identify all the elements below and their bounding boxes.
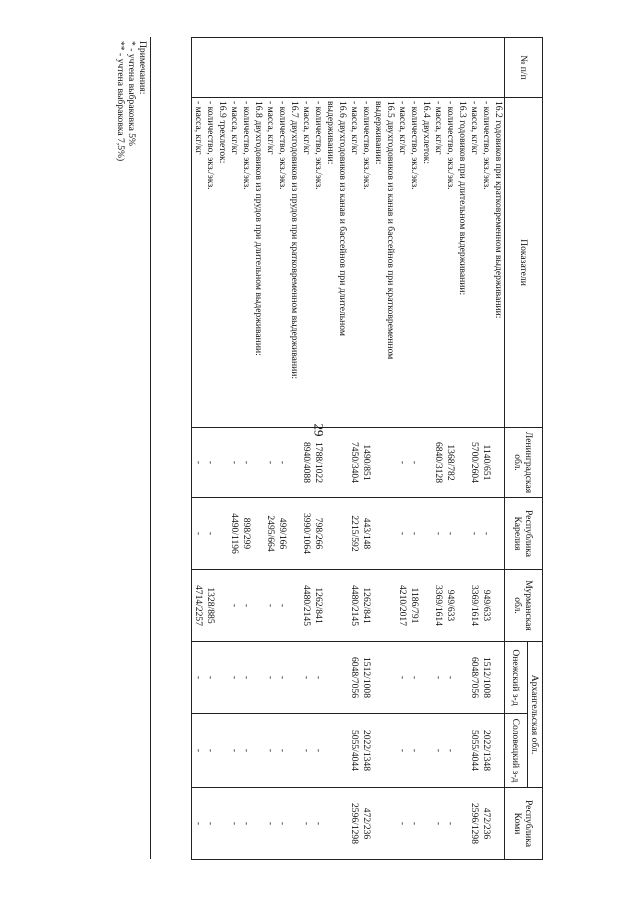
- value-cell: [492, 714, 505, 788]
- row-number-cell: [276, 38, 288, 98]
- table-row: [288, 38, 300, 860]
- value-cell: 2596/1298: [468, 788, 480, 860]
- value-cell: -: [264, 570, 276, 642]
- table-row: [432, 38, 444, 860]
- value-cell: -: [432, 714, 444, 788]
- value-cell: -: [432, 498, 444, 570]
- row-number-cell: [192, 38, 205, 98]
- table-row: [468, 38, 480, 860]
- col-header-solovki: Соловецкий з-д: [505, 714, 528, 788]
- row-label: - количество, экз./экз.: [312, 98, 324, 428]
- row-number-cell: [360, 38, 372, 98]
- value-cell: -: [204, 642, 216, 714]
- value-cell: 1262/841: [360, 570, 372, 642]
- value-cell: 3369/1614: [432, 570, 444, 642]
- value-cell: 4210/2017: [396, 570, 408, 642]
- row-number-cell: [264, 38, 276, 98]
- value-cell: 6840/3128: [432, 428, 444, 498]
- row-number-cell: [216, 38, 228, 98]
- row-label: 16.6 двухгодовиков из канав и бассейнов при длительном: [336, 98, 348, 428]
- value-cell: 2022/1348: [480, 714, 492, 788]
- table-row: [348, 38, 360, 860]
- value-cell: -: [228, 788, 240, 860]
- value-cell: 3369/1614: [468, 570, 480, 642]
- value-cell: -: [240, 714, 252, 788]
- table-body: [192, 38, 505, 860]
- value-cell: 1512/1008: [360, 642, 372, 714]
- value-cell: -: [204, 788, 216, 860]
- value-cell: [252, 714, 264, 788]
- value-cell: -: [312, 788, 324, 860]
- value-cell: -: [432, 642, 444, 714]
- row-number-cell: [384, 38, 396, 98]
- row-label: выдерживании:: [324, 98, 336, 428]
- row-number-cell: [324, 38, 336, 98]
- table-row: [216, 38, 228, 860]
- value-cell: -: [264, 428, 276, 498]
- value-cell: 1368/782: [444, 428, 456, 498]
- value-cell: [336, 428, 348, 498]
- value-cell: -: [396, 498, 408, 570]
- value-cell: [420, 642, 432, 714]
- table-row: [264, 38, 276, 860]
- value-cell: [288, 714, 300, 788]
- footer-divider: [150, 37, 151, 859]
- value-cell: -: [444, 788, 456, 860]
- value-cell: 8940/4088: [300, 428, 312, 498]
- value-cell: 4480/2145: [300, 570, 312, 642]
- value-cell: [456, 714, 468, 788]
- value-cell: -: [192, 642, 205, 714]
- row-label: - масса, кг/кг: [468, 98, 480, 428]
- col-header-num: № п/п: [505, 38, 543, 98]
- value-cell: -: [240, 642, 252, 714]
- row-label: - масса, кг/кг: [228, 98, 240, 428]
- value-cell: [324, 642, 336, 714]
- value-cell: -: [312, 642, 324, 714]
- value-cell: -: [204, 498, 216, 570]
- row-label: - количество, экз./экз.: [240, 98, 252, 428]
- value-cell: -: [444, 714, 456, 788]
- value-cell: 2596/1298: [348, 788, 360, 860]
- value-cell: [372, 498, 384, 570]
- value-cell: [336, 570, 348, 642]
- value-cell: [372, 714, 384, 788]
- value-cell: [324, 714, 336, 788]
- value-cell: -: [228, 714, 240, 788]
- col-header-leningrad: Ленинградская обл.: [505, 428, 543, 498]
- value-cell: [492, 642, 505, 714]
- value-cell: -: [276, 642, 288, 714]
- value-cell: [288, 428, 300, 498]
- table-row: [240, 38, 252, 860]
- row-number-cell: [444, 38, 456, 98]
- value-cell: -: [192, 428, 205, 498]
- value-cell: [216, 714, 228, 788]
- value-cell: -: [300, 642, 312, 714]
- value-cell: -: [468, 498, 480, 570]
- value-cell: 499/166: [276, 498, 288, 570]
- value-cell: 1186/791: [408, 570, 420, 642]
- value-cell: 798/266: [312, 498, 324, 570]
- value-cell: [252, 498, 264, 570]
- col-header-komi: Республика Коми: [505, 788, 543, 860]
- value-cell: -: [444, 642, 456, 714]
- row-label: 16.5 двухгодовиков из канав и бассейнов при кратковременном: [384, 98, 396, 428]
- value-cell: -: [408, 788, 420, 860]
- value-cell: -: [276, 570, 288, 642]
- table-row: [372, 38, 384, 860]
- value-cell: 1788/1022: [312, 428, 324, 498]
- value-cell: [252, 642, 264, 714]
- row-number-cell: [348, 38, 360, 98]
- row-number-cell: [432, 38, 444, 98]
- value-cell: -: [240, 570, 252, 642]
- value-cell: -: [240, 788, 252, 860]
- value-cell: 7450/3404: [348, 428, 360, 498]
- value-cell: -: [204, 428, 216, 498]
- notes-block: [115, 41, 148, 161]
- row-number-cell: [288, 38, 300, 98]
- value-cell: -: [432, 788, 444, 860]
- value-cell: -: [264, 788, 276, 860]
- value-cell: -: [408, 642, 420, 714]
- row-number-cell: [480, 38, 492, 98]
- value-cell: 949/633: [444, 570, 456, 642]
- value-cell: [384, 788, 396, 860]
- value-cell: [288, 570, 300, 642]
- value-cell: [372, 788, 384, 860]
- value-cell: 4714/2257: [192, 570, 205, 642]
- table-row: [228, 38, 240, 860]
- value-cell: 2215/592: [348, 498, 360, 570]
- value-cell: 1490/851: [360, 428, 372, 498]
- table-row: [360, 38, 372, 860]
- value-cell: [456, 642, 468, 714]
- value-cell: -: [228, 642, 240, 714]
- row-number-cell: [396, 38, 408, 98]
- value-cell: -: [228, 570, 240, 642]
- value-cell: [492, 570, 505, 642]
- value-cell: 3990/1064: [300, 498, 312, 570]
- value-cell: [252, 428, 264, 498]
- table-row: [252, 38, 264, 860]
- col-header-karelia: Республика Карелия: [505, 498, 543, 570]
- value-cell: -: [300, 788, 312, 860]
- table-row: [396, 38, 408, 860]
- col-header-arkhangelsk: Архангельская обл.: [528, 642, 543, 788]
- value-cell: [336, 642, 348, 714]
- row-label: - масса, кг/кг: [300, 98, 312, 428]
- value-cell: -: [192, 714, 205, 788]
- table-row: [192, 38, 205, 860]
- value-cell: 898/299: [240, 498, 252, 570]
- note-item-1: * - учтена выбраковка 5%: [126, 41, 137, 147]
- value-cell: -: [240, 428, 252, 498]
- value-cell: 5055/4044: [468, 714, 480, 788]
- value-cell: -: [480, 498, 492, 570]
- row-label: - количество, экз./экз.: [276, 98, 288, 428]
- value-cell: [216, 428, 228, 498]
- row-number-cell: [204, 38, 216, 98]
- value-cell: [216, 498, 228, 570]
- row-label: 16.3 годовиков при длительном выдерживании:: [456, 98, 468, 428]
- value-cell: -: [408, 428, 420, 498]
- value-cell: [372, 642, 384, 714]
- row-number-cell: [240, 38, 252, 98]
- note-item-2: ** - учтена выбраковка 7,5%): [115, 41, 126, 162]
- table-row: [336, 38, 348, 860]
- value-cell: [420, 428, 432, 498]
- value-cell: [288, 642, 300, 714]
- value-cell: [288, 498, 300, 570]
- value-cell: 5700/2604: [468, 428, 480, 498]
- value-cell: 472/236: [360, 788, 372, 860]
- table-row: [444, 38, 456, 860]
- value-cell: [252, 788, 264, 860]
- value-cell: [372, 428, 384, 498]
- value-cell: -: [408, 498, 420, 570]
- row-label: - масса, кг/кг: [396, 98, 408, 428]
- row-number-cell: [408, 38, 420, 98]
- value-cell: [288, 788, 300, 860]
- value-cell: [336, 498, 348, 570]
- value-cell: [384, 498, 396, 570]
- value-cell: 1140/651: [480, 428, 492, 498]
- row-label: - масса, кг/кг: [432, 98, 444, 428]
- value-cell: [492, 428, 505, 498]
- row-number-cell: [300, 38, 312, 98]
- value-cell: [492, 498, 505, 570]
- row-label: - количество, экз./экз.: [480, 98, 492, 428]
- table-row: [204, 38, 216, 860]
- table-row: [408, 38, 420, 860]
- value-cell: [420, 498, 432, 570]
- value-cell: [324, 428, 336, 498]
- table-row: [300, 38, 312, 860]
- col-header-indicator: Показатели: [505, 98, 543, 428]
- value-cell: 6048/7056: [468, 642, 480, 714]
- row-label: 16.4 двухлеток:: [420, 98, 432, 428]
- value-cell: [252, 570, 264, 642]
- rotated-table-sheet: [109, 37, 543, 859]
- value-cell: -: [192, 498, 205, 570]
- row-label: 16.7 двухгодовиков из прудов при кратковременном выдерживании:: [288, 98, 300, 428]
- value-cell: 1328/885: [204, 570, 216, 642]
- value-cell: [456, 428, 468, 498]
- value-cell: 2022/1348: [360, 714, 372, 788]
- value-cell: 4480/2145: [348, 570, 360, 642]
- value-cell: [324, 498, 336, 570]
- value-cell: [456, 570, 468, 642]
- row-label: 16.2 годовиков при кратковременном выдерживании:: [492, 98, 505, 428]
- table-row: [276, 38, 288, 860]
- table-row: [492, 38, 505, 860]
- notes-title: Примечания:: [137, 41, 148, 95]
- value-cell: [456, 498, 468, 570]
- value-cell: 4490/1196: [228, 498, 240, 570]
- value-cell: [384, 428, 396, 498]
- value-cell: [384, 570, 396, 642]
- value-cell: -: [396, 642, 408, 714]
- row-label: 16.9 трехлеток:: [216, 98, 228, 428]
- value-cell: 1512/1008: [480, 642, 492, 714]
- data-table: [191, 37, 543, 860]
- value-cell: -: [276, 428, 288, 498]
- row-label: выдерживании:: [372, 98, 384, 428]
- value-cell: [216, 642, 228, 714]
- table-row: [420, 38, 432, 860]
- value-cell: -: [396, 788, 408, 860]
- value-cell: 949/633: [480, 570, 492, 642]
- value-cell: [372, 570, 384, 642]
- value-cell: -: [264, 714, 276, 788]
- row-label: 16.8 двухгодовиков из прудов при длительном выдерживании:: [252, 98, 264, 428]
- row-label: - масса, кг/кг: [264, 98, 276, 428]
- value-cell: [336, 714, 348, 788]
- row-number-cell: [372, 38, 384, 98]
- value-cell: -: [276, 788, 288, 860]
- value-cell: -: [264, 642, 276, 714]
- value-cell: [492, 788, 505, 860]
- value-cell: 6048/7056: [348, 642, 360, 714]
- value-cell: [384, 714, 396, 788]
- value-cell: 472/236: [480, 788, 492, 860]
- table-row: [456, 38, 468, 860]
- value-cell: -: [228, 428, 240, 498]
- value-cell: -: [396, 714, 408, 788]
- value-cell: -: [300, 714, 312, 788]
- value-cell: -: [444, 498, 456, 570]
- value-cell: [216, 570, 228, 642]
- value-cell: -: [408, 714, 420, 788]
- row-number-cell: [312, 38, 324, 98]
- value-cell: 2495/664: [264, 498, 276, 570]
- col-header-onega: Онежский з-д: [505, 642, 528, 714]
- row-label: - количество, экз./экз.: [444, 98, 456, 428]
- row-number-cell: [492, 38, 505, 98]
- row-label: - масса, кг/кг: [348, 98, 360, 428]
- value-cell: -: [192, 788, 205, 860]
- row-label: - количество, экз./экз.: [204, 98, 216, 428]
- row-number-cell: [420, 38, 432, 98]
- value-cell: [324, 788, 336, 860]
- page-number: 29: [311, 423, 327, 437]
- col-header-murmansk: Мурманская обл.: [505, 570, 543, 642]
- value-cell: [420, 788, 432, 860]
- value-cell: 1262/841: [312, 570, 324, 642]
- value-cell: [336, 788, 348, 860]
- value-cell: [456, 788, 468, 860]
- row-number-cell: [468, 38, 480, 98]
- table-row: [384, 38, 396, 860]
- value-cell: -: [204, 714, 216, 788]
- row-label: - количество, экз./экз.: [360, 98, 372, 428]
- value-cell: [324, 570, 336, 642]
- table-row: [480, 38, 492, 860]
- value-cell: [216, 788, 228, 860]
- table-row: [324, 38, 336, 860]
- row-label: - масса, кг/кг: [192, 98, 205, 428]
- value-cell: 5055/4044: [348, 714, 360, 788]
- value-cell: [420, 570, 432, 642]
- value-cell: [384, 642, 396, 714]
- row-number-cell: [456, 38, 468, 98]
- row-number-cell: [336, 38, 348, 98]
- row-number-cell: [228, 38, 240, 98]
- value-cell: -: [276, 714, 288, 788]
- value-cell: -: [312, 714, 324, 788]
- row-label: - количество, экз./экз.: [408, 98, 420, 428]
- table-row: [312, 38, 324, 860]
- row-number-cell: [252, 38, 264, 98]
- value-cell: -: [396, 428, 408, 498]
- value-cell: 443/148: [360, 498, 372, 570]
- value-cell: [420, 714, 432, 788]
